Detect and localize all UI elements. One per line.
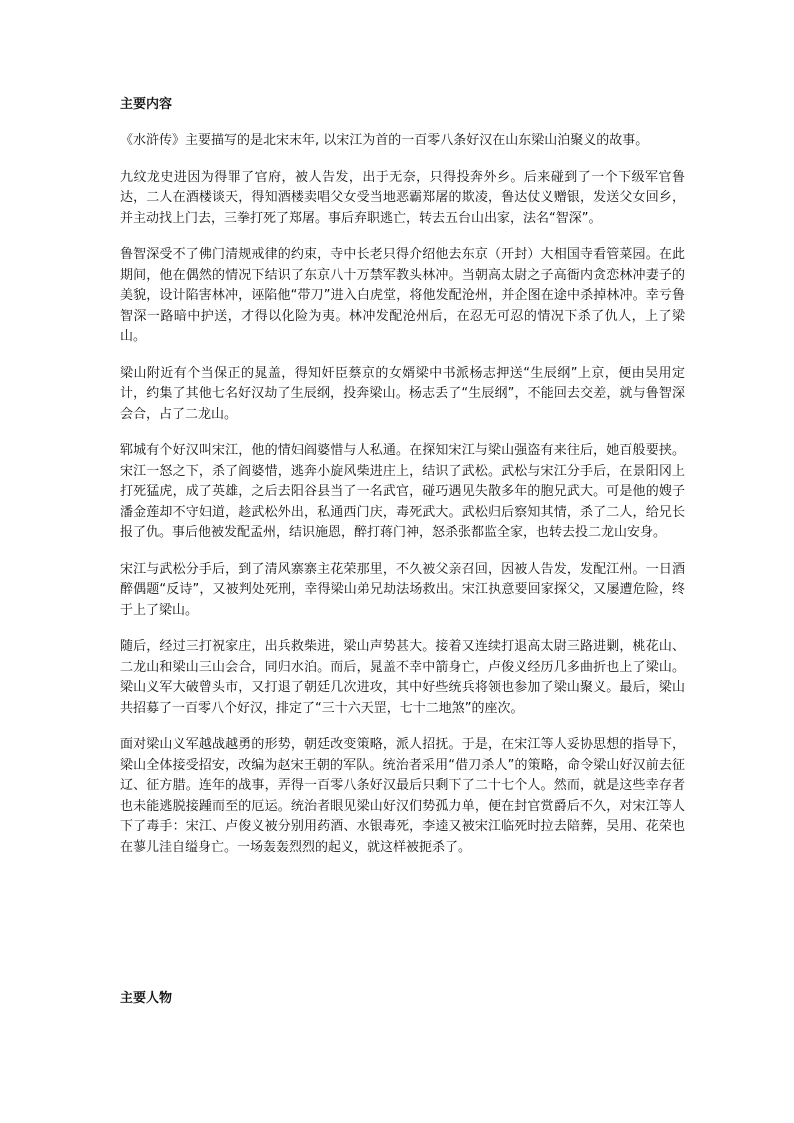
paragraph-luzhishen-linchong: 鲁智深受不了佛门清规戒律的约束，寺中长老只得介绍他去东京（开封）大相国寺看管菜园。在此期间，他在偶然的情况下结识了东京八十万禁军教头林冲。当朝高太尉之子高衙内贪恋林冲妻子的美貌，设计陷害林冲，诬陷他“带刀”进入白虎堂，将他发配沧州，并企图在途中杀掉林冲。幸亏鲁智深一路暗中护送，才得以化险为夷。林冲发配沧州后，在忍无可忍的情况下杀了仇人，上了梁山。 bbox=[120, 247, 685, 344]
paragraph-chaogai-shengchengang: 梁山附近有个当保正的晁盖，得知奸臣蔡京的女婿梁中书派杨志押送“生辰纲”上京，便由吴用定计，约集了其他七名好汉劫了生辰纲，投奔梁山。杨志丢了“生辰纲”，不能回去交差，就与鲁智深会合，占了二龙山。 bbox=[120, 365, 685, 422]
paragraph-shijin-luda: 九纹龙史进因为得罪了官府，被人告发，出于无奈，只得投奔外乡。后来碰到了一个下级军官鲁达，二人在酒楼谈天，得知酒楼卖唱父女受当地恶霸郑屠的欺凌，鲁达仗义赠银，发送父女回乡，并主动找上门去，三拳打死了郑屠。事后弃职逃亡，转去五台山出家，法名“智深”。 bbox=[120, 169, 685, 226]
section-heading-summary: 主要内容 bbox=[120, 97, 173, 112]
section-heading-characters: 主要人物 bbox=[120, 991, 173, 1006]
paragraph-songjiang-jiangzhou: 宋江与武松分手后，到了清风寨寨主花荣那里，不久被父亲召回，因被人告发，发配江州。一日酒醉偶题“反诗”，又被判处死刑，幸得梁山弟兄劫法场救出。宋江执意要回家探父，又屡遭危险，终于上了梁山。 bbox=[120, 561, 685, 618]
paragraph-intro: 《水浒传》主要描写的是北宋末年, 以宋江为首的一百零八条好汉在山东梁山泊聚义的故事。 bbox=[120, 133, 649, 148]
paragraph-amnesty-ending: 面对梁山义军越战越勇的形势，朝廷改变策略，派人招抚。于是，在宋江等人妥协思想的指导下，梁山全体接受招安，改编为赵宋王朝的军队。统治者采用“借刀杀人”的策略，命令梁山好汉前去征辽、征方腊。连年的战事，弄得一百零八条好汉最后只剩下了二十七个人。然而，就是这些幸存者也未能逃脱接踵而至的厄运。统治者眼见梁山好汉们势孤力单，便在封官赏爵后不久，对宋江等人下了毒手：宋江、卢俊义被分别用药酒、水银毒死，李逵又被宋江临死时拉去陪葬，吴用、花荣也在蓼儿洼自缢身亡。一场轰轰烈烈的起义，就这样被扼杀了。 bbox=[120, 737, 685, 855]
document-body bbox=[120, 95, 685, 874]
paragraph-songjiang-wusong: 郓城有个好汉叫宋江，他的情妇阎婆惜与人私通。在探知宋江与梁山强盗有来往后，她百般要挟。宋江一怒之下，杀了阎婆惜，逃奔小旋风柴进庄上，结识了武松。武松与宋江分手后，在景阳冈上打死猛虎，成了英雄，之后去阳谷县当了一名武官，碰巧遇见失散多年的胞兄武大。可是他的嫂子潘金莲却不守妇道，趁武松外出，私通西门庆，毒死武大。武松归后察知其情，杀了二人，给兄长报了仇。事后他被发配孟州，结识施恩，醉打蒋门神，怒杀张都监全家，也转去投二龙山安身。 bbox=[120, 443, 685, 540]
paragraph-liangshan-gathering: 随后，经过三打祝家庄，出兵救柴进，梁山声势甚大。接着又连续打退高太尉三路进剿，桃花山、二龙山和梁山三山会合，同归水泊。而后，晁盖不幸中箭身亡，卢俊义经历几多曲折也上了梁山。梁山义军大破曾头市，又打退了朝廷几次进攻，其中好些统兵将领也参加了梁山聚义。最后，梁山共招募了一百零八个好汉，排定了“三十六天罡，七十二地煞”的座次。 bbox=[120, 639, 685, 716]
